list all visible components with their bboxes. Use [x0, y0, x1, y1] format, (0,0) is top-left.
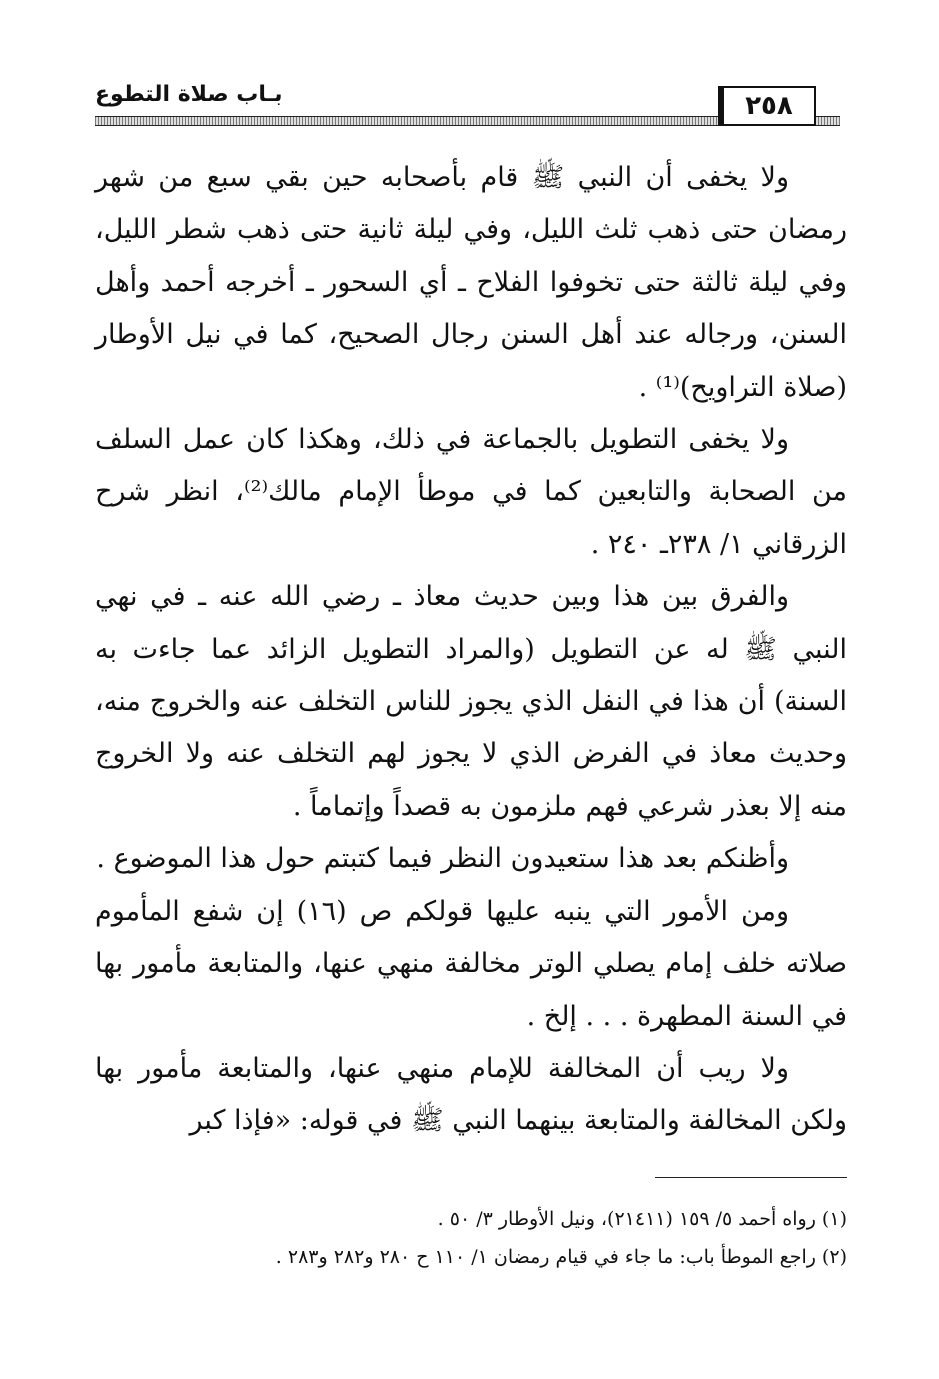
chapter-title: بـاب صلاة التطوع	[95, 82, 283, 107]
footnotes	[95, 1200, 847, 1276]
paragraph: وأظنكم بعد هذا ستعيدون النظر فيما كتبتم حول هذا الموضوع .	[96, 843, 789, 875]
footnote: (٢) راجع الموطأ باب: ما جاء في قيام رمضان ١/ ١١٠ ح ٢٨٠ و٢٨٢ و٢٨٣ .	[275, 1246, 847, 1268]
footnote: (١) رواه أحمد ٥/ ١٥٩ (٢١٤١١)، ونيل الأوطار ٣/ ٥٠ .	[437, 1208, 847, 1230]
paragraph: ولا يخفى التطويل بالجماعة في ذلك، وهكذا كان عمل السلف من الصحابة والتابعين كما في موطأ الإمام مالك⁽²⁾، انظر شرح الزرقاني ١/ ٢٣٨ـ ٢٤٠ .	[95, 424, 847, 560]
main-text	[95, 152, 847, 1148]
paragraph: والفرق بين هذا وبين حديث معاذ ـ رضي الله عنه ـ في نهي النبي ﷺ له عن التطويل (والمراد التطويل الزائد عما جاءت به السنة) أن هذا في النفل الذي يجوز للناس التخلف عنه والخروج منه، وحديث معاذ في الفرض الذي لا يجوز لهم التخلف عنه ولا الخروج منه إلا بعذر شرعي فهم ملزمون به قصداً وإتماماً .	[95, 581, 847, 822]
page-header	[95, 80, 840, 130]
paragraph: ومن الأمور التي ينبه عليها قولكم ص (١٦) إن شفع المأموم صلاته خلف إمام يصلي الوتر مخالفة منهي عنها، والمتابعة مأمور بها في السنة المطهرة . . . إلخ .	[95, 895, 847, 1032]
page-number: ٢٥٨	[718, 86, 816, 126]
footnote-separator	[655, 1177, 847, 1178]
paragraph: ولا يخفى أن النبي ﷺ قام بأصحابه حين بقي سبع من شهر رمضان حتى ذهب ثلث الليل، وفي ليلة ثانية حتى ذهب شطر الليل، وفي ليلة ثالثة حتى تخوفوا الفلاح ـ أي السحور ـ أخرجه أحمد وأهل السنن، ورجاله عند أهل السنن رجال الصحيح، كما في نيل الأوطار (صلاة التراويح)⁽¹⁾ .	[95, 162, 847, 403]
paragraph: ولا ريب أن المخالفة للإمام منهي عنها، والمتابعة مأمور بها ولكن المخالفة والمتابعة بينهما النبي ﷺ في قوله: «فإذا كبر	[95, 1052, 847, 1137]
